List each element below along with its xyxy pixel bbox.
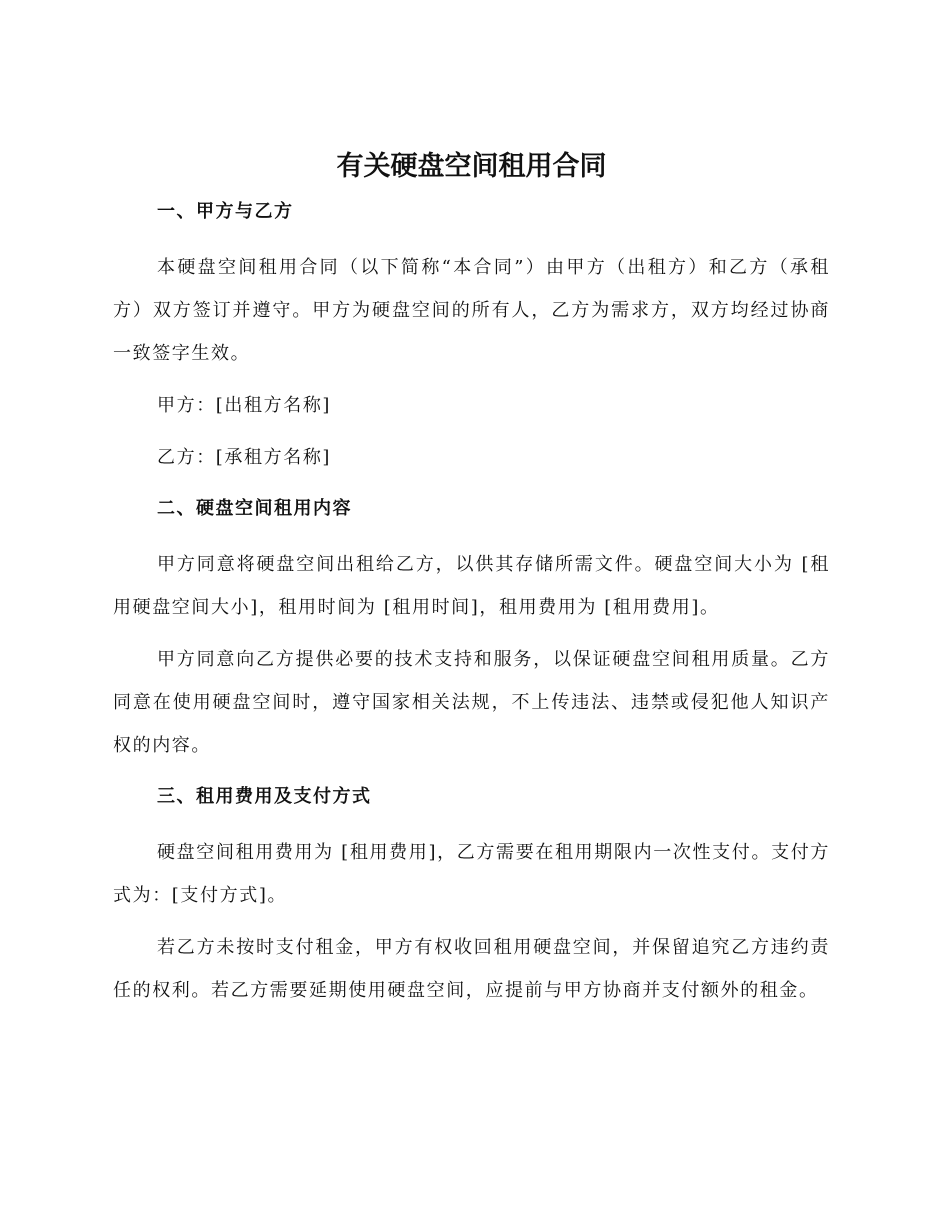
paragraph: 硬盘空间租用费用为 [租用费用]，乙方需要在租用期限内一次性支付。支付方式为：[支付方式]。 [113, 842, 830, 906]
document-title: 有关硬盘空间租用合同 [336, 151, 607, 182]
section-heading-fees-payment: 三、租用费用及支付方式 [157, 786, 372, 807]
paragraph: 甲方同意将硬盘空间出租给乙方，以供其存储所需文件。硬盘空间大小为 [租用硬盘空间大小]，租用时间为 [租用时间]，租用费用为 [租用费用]。 [113, 554, 830, 618]
paragraph: 甲方同意向乙方提供必要的技术支持和服务，以保证硬盘空间租用质量。乙方同意在使用硬盘空间时，遵守国家相关法规，不上传违法、违禁或侵犯他人知识产权的内容。 [113, 649, 830, 756]
document-body [113, 150, 830, 1012]
section-heading-parties: 一、甲方与乙方 [157, 201, 294, 222]
paragraph: 若乙方未按时支付租金，甲方有权收回租用硬盘空间，并保留追究乙方违约责任的权利。若乙方需要延期使用硬盘空间，应提前与甲方协商并支付额外的租金。 [113, 937, 830, 1001]
paragraph: 乙方：[承租方名称] [157, 447, 332, 468]
section-heading-rental-content: 二、硬盘空间租用内容 [157, 498, 352, 519]
paragraph: 甲方：[出租方名称] [157, 395, 332, 416]
paragraph: 本硬盘空间租用合同（以下简称“本合同”）由甲方（出租方）和乙方（承租方）双方签订并遵守。甲方为硬盘空间的所有人，乙方为需求方，双方均经过协商一致签字生效。 [113, 257, 830, 364]
